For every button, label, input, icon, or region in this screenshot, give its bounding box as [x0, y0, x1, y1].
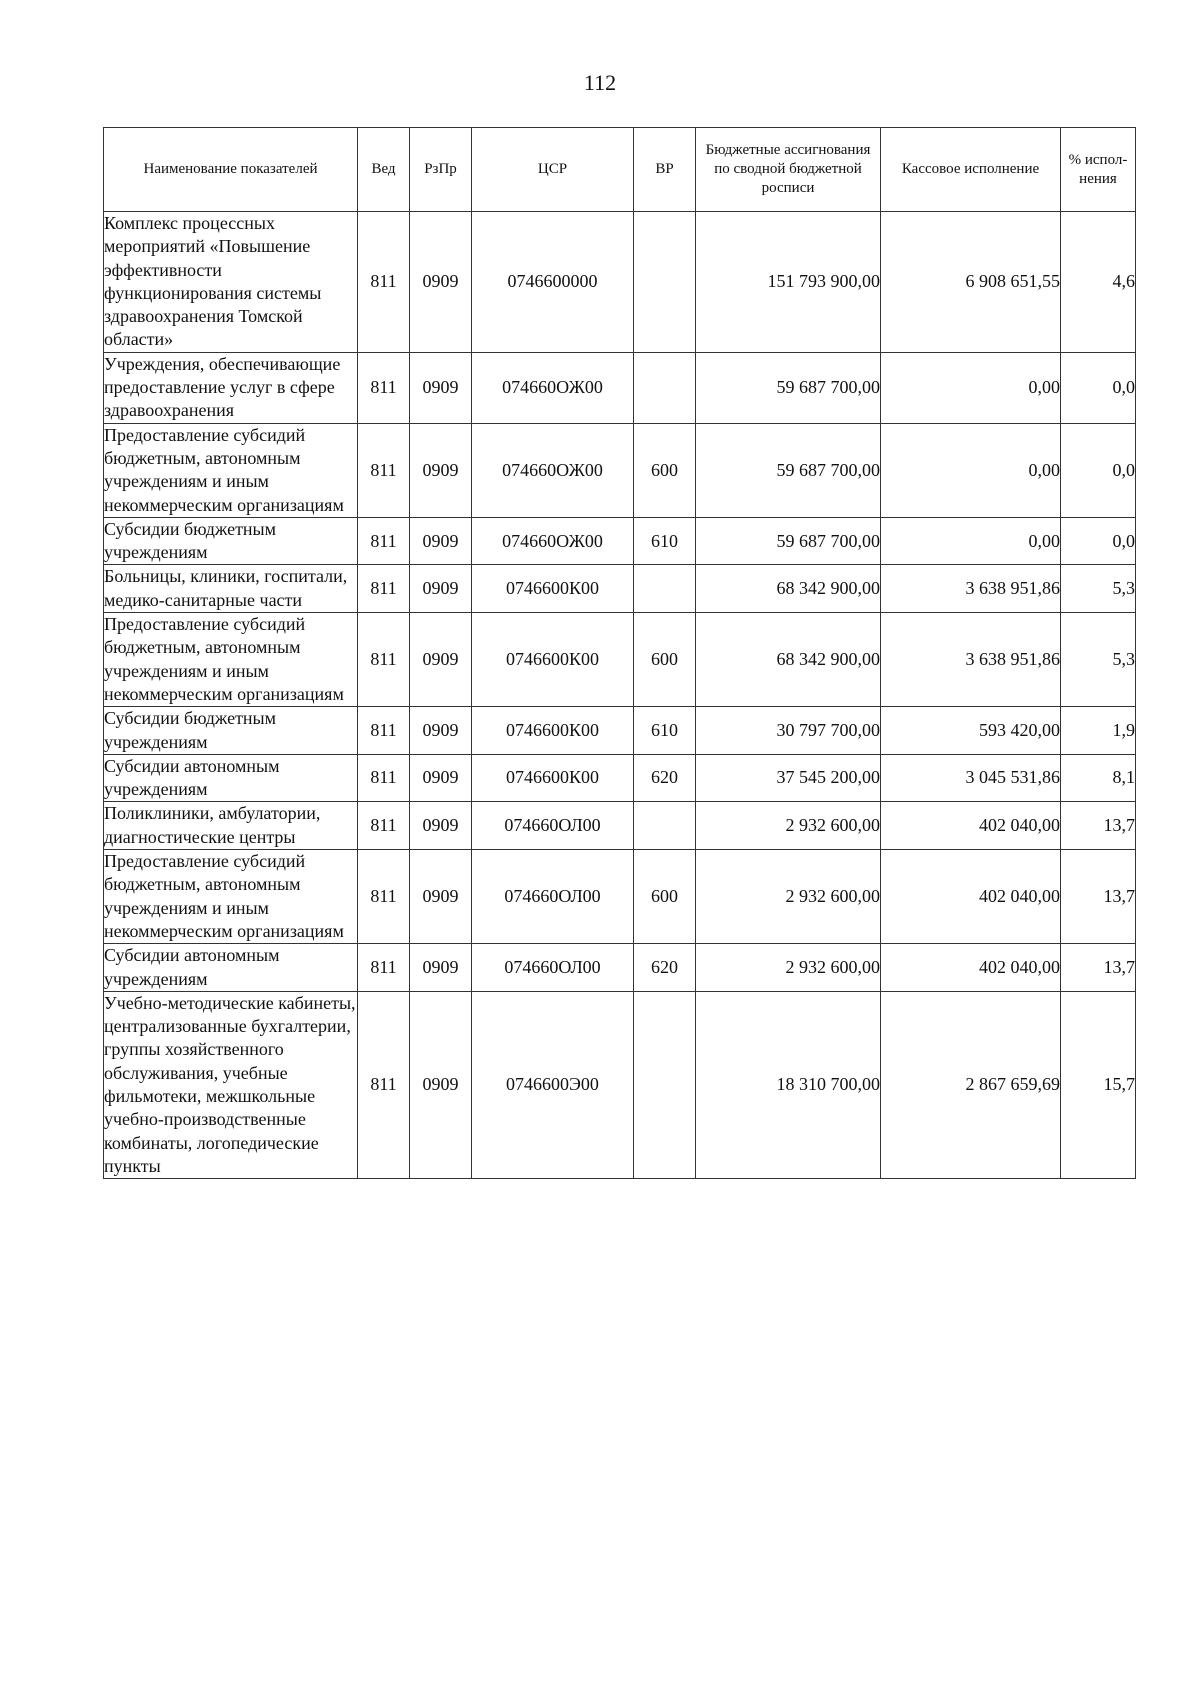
- ved-cell: 811: [358, 565, 410, 613]
- percent-cell: 8,1: [1061, 754, 1136, 802]
- cash-cell: 2 867 659,69: [881, 991, 1061, 1178]
- table-row: [104, 517, 1136, 565]
- vr-cell: 620: [634, 944, 696, 992]
- ved-cell: 811: [358, 707, 410, 755]
- budget-cell: 30 797 700,00: [696, 707, 881, 755]
- percent-cell: 0,0: [1061, 423, 1136, 517]
- vr-cell: [634, 352, 696, 423]
- rzpr-cell: 0909: [410, 352, 472, 423]
- ved-cell: 811: [358, 517, 410, 565]
- name-cell: Субсидии автономным учреждениям: [104, 754, 358, 802]
- budget-cell: 151 793 900,00: [696, 212, 881, 353]
- name-cell: Больницы, клиники, госпитали, медико-санитарные части: [104, 565, 358, 613]
- table-row: [104, 707, 1136, 755]
- name-cell: Предоставление субсидий бюджетным, автономным учреждениям и иным некоммерческим организациям: [104, 423, 358, 517]
- ved-cell: 811: [358, 423, 410, 517]
- table-row: [104, 802, 1136, 850]
- rzpr-cell: 0909: [410, 754, 472, 802]
- table-row: [104, 754, 1136, 802]
- table-row: [104, 613, 1136, 707]
- header-name: Наименование показателей: [104, 128, 358, 212]
- name-cell: Учреждения, обеспечивающие предоставление услуг в сфере здравоохранения: [104, 352, 358, 423]
- name-cell: Предоставление субсидий бюджетным, автономным учреждениям и иным некоммерческим организациям: [104, 613, 358, 707]
- csr-cell: 074660ОЛ00: [472, 850, 634, 944]
- budget-cell: 2 932 600,00: [696, 944, 881, 992]
- cash-cell: 402 040,00: [881, 802, 1061, 850]
- vr-cell: [634, 802, 696, 850]
- percent-cell: 1,9: [1061, 707, 1136, 755]
- percent-cell: 15,7: [1061, 991, 1136, 1178]
- cash-cell: 3 638 951,86: [881, 565, 1061, 613]
- vr-cell: 610: [634, 517, 696, 565]
- page-number: 112: [583, 70, 617, 95]
- budget-cell: 68 342 900,00: [696, 613, 881, 707]
- csr-cell: 0746600Э00: [472, 991, 634, 1178]
- header-pct: % испол-нения: [1061, 128, 1136, 212]
- rzpr-cell: 0909: [410, 707, 472, 755]
- vr-cell: [634, 212, 696, 353]
- budget-cell: 59 687 700,00: [696, 517, 881, 565]
- name-cell: Учебно-методические кабинеты, централизованные бухгалтерии, группы хозяйственного обслуживания, учебные фильмотеки, межшкольные учебно-производственные комбинаты, логопедические пункты: [104, 991, 358, 1178]
- csr-cell: 074660ОЖ00: [472, 517, 634, 565]
- percent-cell: 13,7: [1061, 802, 1136, 850]
- ved-cell: 811: [358, 802, 410, 850]
- ved-cell: 811: [358, 991, 410, 1178]
- rzpr-cell: 0909: [410, 944, 472, 992]
- vr-cell: 620: [634, 754, 696, 802]
- rzpr-cell: 0909: [410, 613, 472, 707]
- cash-cell: 402 040,00: [881, 944, 1061, 992]
- table-row: [104, 991, 1136, 1178]
- percent-cell: 0,0: [1061, 352, 1136, 423]
- cash-cell: 6 908 651,55: [881, 212, 1061, 353]
- budget-cell: 59 687 700,00: [696, 423, 881, 517]
- rzpr-cell: 0909: [410, 423, 472, 517]
- table-row: [104, 212, 1136, 353]
- ved-cell: 811: [358, 613, 410, 707]
- budget-cell: 18 310 700,00: [696, 991, 881, 1178]
- csr-cell: 074660ОЖ00: [472, 352, 634, 423]
- table-row: [104, 944, 1136, 992]
- table-header-row: [104, 128, 1136, 212]
- rzpr-cell: 0909: [410, 802, 472, 850]
- ved-cell: 811: [358, 850, 410, 944]
- budget-cell: 37 545 200,00: [696, 754, 881, 802]
- csr-cell: 0746600К00: [472, 707, 634, 755]
- percent-cell: 13,7: [1061, 850, 1136, 944]
- csr-cell: 0746600К00: [472, 565, 634, 613]
- table-row: [104, 850, 1136, 944]
- header-ved: Вед: [358, 128, 410, 212]
- vr-cell: 600: [634, 850, 696, 944]
- budget-cell: 2 932 600,00: [696, 850, 881, 944]
- rzpr-cell: 0909: [410, 850, 472, 944]
- csr-cell: 0746600000: [472, 212, 634, 353]
- name-cell: Комплекс процессных мероприятий «Повышение эффективности функционирования системы здравоохранения Томской области»: [104, 212, 358, 353]
- cash-cell: 3 638 951,86: [881, 613, 1061, 707]
- vr-cell: 610: [634, 707, 696, 755]
- name-cell: Субсидии бюджетным учреждениям: [104, 707, 358, 755]
- table-row: [104, 423, 1136, 517]
- table-row: [104, 352, 1136, 423]
- csr-cell: 0746600К00: [472, 754, 634, 802]
- rzpr-cell: 0909: [410, 517, 472, 565]
- budget-cell: 2 932 600,00: [696, 802, 881, 850]
- ved-cell: 811: [358, 944, 410, 992]
- budget-cell: 59 687 700,00: [696, 352, 881, 423]
- ved-cell: 811: [358, 352, 410, 423]
- budget-execution-table: [103, 127, 1136, 1179]
- csr-cell: 0746600К00: [472, 613, 634, 707]
- table-row: [104, 565, 1136, 613]
- name-cell: Субсидии бюджетным учреждениям: [104, 517, 358, 565]
- vr-cell: 600: [634, 613, 696, 707]
- rzpr-cell: 0909: [410, 565, 472, 613]
- header-budget: Бюджетные ассигнования по сводной бюджетной росписи: [696, 128, 881, 212]
- header-rzpr: РзПр: [410, 128, 472, 212]
- vr-cell: [634, 991, 696, 1178]
- cash-cell: 593 420,00: [881, 707, 1061, 755]
- name-cell: Предоставление субсидий бюджетным, автономным учреждениям и иным некоммерческим организациям: [104, 850, 358, 944]
- csr-cell: 074660ОЛ00: [472, 944, 634, 992]
- cash-cell: 0,00: [881, 352, 1061, 423]
- cash-cell: 402 040,00: [881, 850, 1061, 944]
- header-csr: ЦСР: [472, 128, 634, 212]
- percent-cell: 5,3: [1061, 613, 1136, 707]
- header-cash: Кассовое исполнение: [881, 128, 1061, 212]
- rzpr-cell: 0909: [410, 212, 472, 353]
- rzpr-cell: 0909: [410, 991, 472, 1178]
- name-cell: Поликлиники, амбулатории, диагностические центры: [104, 802, 358, 850]
- ved-cell: 811: [358, 212, 410, 353]
- percent-cell: 4,6: [1061, 212, 1136, 353]
- percent-cell: 0,0: [1061, 517, 1136, 565]
- ved-cell: 811: [358, 754, 410, 802]
- csr-cell: 074660ОЖ00: [472, 423, 634, 517]
- percent-cell: 5,3: [1061, 565, 1136, 613]
- vr-cell: [634, 565, 696, 613]
- cash-cell: 0,00: [881, 517, 1061, 565]
- cash-cell: 3 045 531,86: [881, 754, 1061, 802]
- percent-cell: 13,7: [1061, 944, 1136, 992]
- vr-cell: 600: [634, 423, 696, 517]
- name-cell: Субсидии автономным учреждениям: [104, 944, 358, 992]
- cash-cell: 0,00: [881, 423, 1061, 517]
- header-vr: ВР: [634, 128, 696, 212]
- budget-cell: 68 342 900,00: [696, 565, 881, 613]
- table-body: [104, 212, 1136, 1179]
- csr-cell: 074660ОЛ00: [472, 802, 634, 850]
